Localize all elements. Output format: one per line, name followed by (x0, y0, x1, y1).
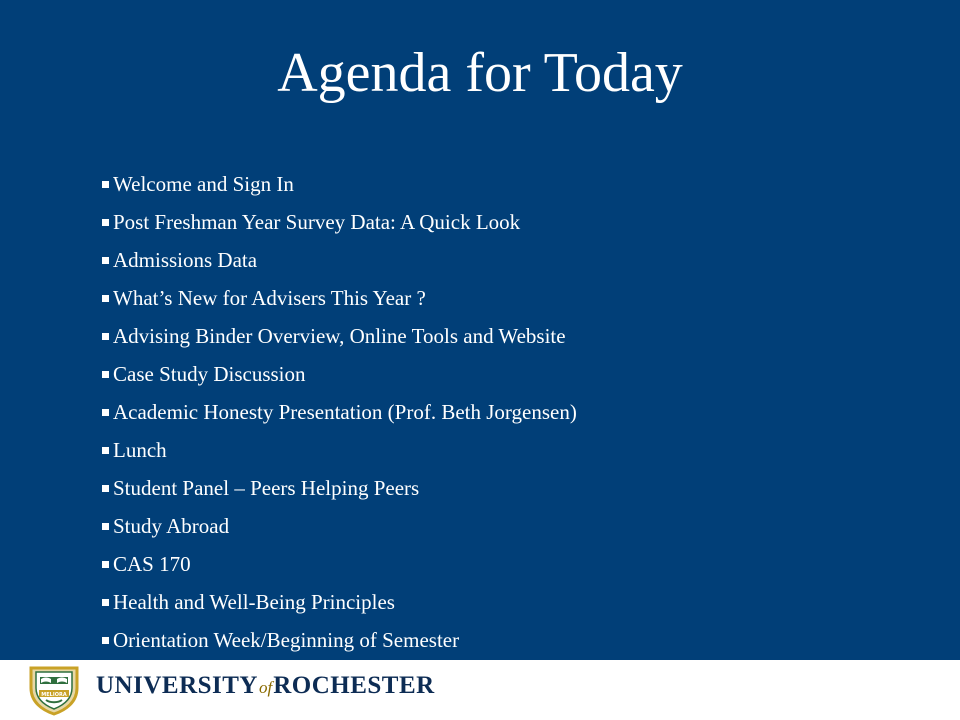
agenda-item (102, 545, 922, 583)
agenda-item (102, 355, 922, 393)
agenda-item-label: Study Abroad (113, 514, 230, 538)
square-bullet-icon (102, 219, 109, 226)
square-bullet-icon (102, 485, 109, 492)
agenda-item (102, 279, 922, 317)
agenda-item-label: Advising Binder Overview, Online Tools and Website (113, 324, 566, 348)
seal-motto-text: MELIORA (41, 692, 67, 698)
wordmark-of: of (258, 678, 273, 697)
square-bullet-icon (102, 257, 109, 264)
square-bullet-icon (102, 295, 109, 302)
agenda-item (102, 583, 922, 621)
agenda-item (102, 431, 922, 469)
wordmark-rochester: ROCHESTER (273, 672, 435, 699)
wordmark-university: UNIVERSITY (96, 672, 258, 699)
square-bullet-icon (102, 523, 109, 530)
agenda-item (102, 393, 922, 431)
university-seal-icon (26, 664, 82, 716)
agenda-item (102, 507, 922, 545)
agenda-item-label: CAS 170 (113, 552, 191, 576)
square-bullet-icon (102, 599, 109, 606)
square-bullet-icon (102, 371, 109, 378)
square-bullet-icon (102, 561, 109, 568)
university-wordmark (96, 671, 435, 703)
agenda-item (102, 203, 922, 241)
agenda-item (102, 621, 922, 659)
agenda-item-label: Case Study Discussion (113, 362, 306, 386)
agenda-item (102, 469, 922, 507)
agenda-item-label: What’s New for Advisers This Year ? (113, 286, 426, 310)
agenda-item (102, 165, 922, 203)
square-bullet-icon (102, 637, 109, 644)
square-bullet-icon (102, 333, 109, 340)
agenda-item-label: Lunch (113, 438, 167, 462)
square-bullet-icon (102, 409, 109, 416)
agenda-item-label: Health and Well-Being Principles (113, 590, 395, 614)
square-bullet-icon (102, 447, 109, 454)
square-bullet-icon (102, 181, 109, 188)
agenda-item-label: Post Freshman Year Survey Data: A Quick Look (113, 210, 521, 234)
agenda-item (102, 317, 922, 355)
agenda-item (102, 241, 922, 279)
agenda-item-label: Orientation Week/Beginning of Semester (113, 628, 460, 652)
agenda-item-label: Welcome and Sign In (113, 172, 294, 196)
agenda-item-label: Admissions Data (113, 248, 258, 272)
agenda-item-label: Academic Honesty Presentation (Prof. Beth Jorgensen) (113, 400, 577, 424)
slide-title: Agenda for Today (277, 42, 683, 104)
agenda-item-label: Student Panel – Peers Helping Peers (113, 476, 420, 500)
agenda-list (102, 165, 922, 659)
